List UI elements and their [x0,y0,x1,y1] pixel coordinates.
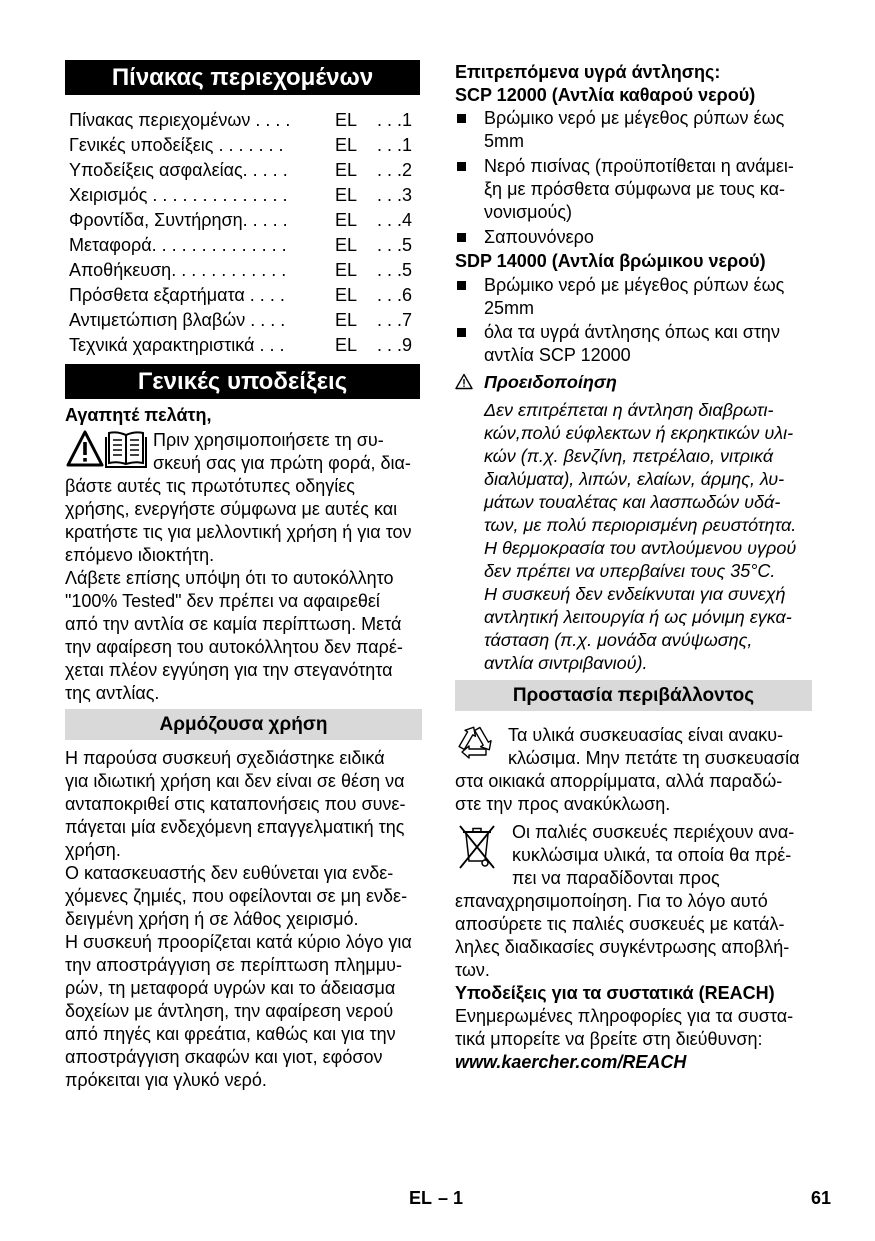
toc-title-bar: Πίνακας περιεχομένων [65,60,420,95]
disposal-text [455,821,794,982]
text-line: Η θερμοκρασία του αντλούμενου υγρού [484,537,797,558]
list-item [455,155,794,224]
toc-entry-label: Χειρισμός . . . . . . . . . . . . . . [69,185,288,205]
list-item-text [484,155,794,224]
toc-entry-label: Τεχνικά χαρακτηριστικά . . . [69,335,285,355]
text-line: Λάβετε επίσης υπόψη ότι το αυτοκόλλητο [65,567,394,588]
text-line: Τα υλικά συσκευασίας είναι ανακυ- [508,724,784,745]
scp-bullet-list [455,107,794,249]
toc-entry [69,133,412,158]
toc-entry-lang: EL [335,160,358,180]
text-line: διαλύματα), λιπών, ελαίων, άρμης, λυ- [484,468,785,489]
toc-entry-lang: EL [335,310,358,330]
text-line: χόμενες ζημιές, που οφείλονται σε μη ενδε- [65,885,408,906]
environment-title-bar: Προστασία περιβάλλοντος [455,680,812,711]
toc-entry-page: . . .4 [376,210,412,230]
permitted-liquids-heading: Επιτρεπόμενα υγρά άντλησης: [455,61,721,82]
text-line: όλα τα υγρά άντλησης όπως και στην [484,321,780,342]
toc-entry-page: . . .5 [376,260,412,280]
list-item-text [484,107,794,153]
text-line: Οι παλιές συσκευές περιέχουν ανα- [512,821,795,842]
toc-entry-lang: EL [335,135,358,155]
toc-entry [69,283,412,308]
list-item-text [484,274,784,320]
toc-entry-label: Πρόσθετα εξαρτήματα . . . . [69,285,285,305]
toc-entry-page: . . .9 [376,335,412,355]
text-line: ληλες διαδικασίες συγκέντρωσης αποβλή- [455,936,790,957]
text-line: Νερό πισίνας (προϋποτίθεται η ανάμει- [484,155,794,176]
toc-entry-label: Πίνακας περιεχομένων . . . . [69,110,291,130]
text-line: βάστε αυτές τις πρωτότυπες οδηγίες [65,475,355,496]
text-line: Η παρούσα συσκευή σχεδιάστηκε ειδικά [65,747,385,768]
text-line: αντλία SCP 12000 [484,344,631,365]
text-line: στα οικιακά απορρίμματα, αλλά παραδώ- [455,770,783,791]
text-line: χρήσης, ενεργήστε σύμφωνα με αυτές και [65,498,398,519]
table-of-contents [69,108,412,358]
sdp-heading: SDP 14000 (Αντλία βρώμικου νερού) [455,250,766,271]
warning-title: Προειδοποίηση [484,371,617,392]
text-line: επαναχρησιμοποίηση. Για το λόγο αυτό [455,890,768,911]
text-line: Η συσκευή προορίζεται κατά κύριο λόγο για [65,931,412,952]
toc-entry-lang: EL [335,185,358,205]
text-line: αποστράγγιση σκαφών και γιοτ, εφόσον [65,1046,383,1067]
text-line: των, με πολύ περιορισμένη ρευστότητα. [484,514,797,535]
toc-entry-page: . . .2 [376,160,412,180]
toc-entry-label: Αποθήκευση. . . . . . . . . . . . [69,260,287,280]
text-line: κλώσιμα. Μην πετάτε τη συσκευασία [508,747,800,768]
toc-entry-label: Μεταφορά. . . . . . . . . . . . . . [69,235,287,255]
text-line: δοχείων με άντληση, την αφαίρεση νερού [65,1000,394,1021]
text-line: την αποστράγγιση σε περίπτωση πλημμυ- [65,954,402,975]
text-line: πάγεται μία ενδεχόμενη επαγγελματική της [65,816,405,837]
text-line: μάτων τουαλέτας και λασπωδών υδά- [484,491,781,512]
toc-entry-page: . . .1 [376,110,412,130]
text-line: της αντλίας. [65,682,160,703]
text-line: 25mm [484,297,535,318]
text-line: τικά μπορείτε να βρείτε στη διεύθυνση: [455,1028,763,1049]
toc-entry [69,258,412,283]
text-line: χρήση. [65,839,121,860]
toc-entry [69,308,412,333]
toc-entry [69,183,412,208]
text-line: κών (π.χ. βενζίνη, πετρέλαιο, νιτρικά [484,445,774,466]
general-notes-text [65,429,412,705]
text-line: κών,πολύ εύφλεκτων ή εκρηκτικών υλι- [484,422,794,443]
text-line: ξη με πρόσθετα σύμφωνα με τους κα- [484,178,785,199]
text-line: επόμενο ιδιοκτήτη. [65,544,215,565]
list-item-text [484,321,784,367]
reach-heading: Υποδείξεις για τα συστατικά (REACH) [455,982,775,1003]
list-item [455,226,794,249]
warning-icon [455,373,473,390]
text-line: "100% Tested" δεν πρέπει να αφαιρεθεί [65,590,380,611]
text-line: από πηγές και φρεάτια, καθώς και για την [65,1023,396,1044]
list-item [455,107,794,153]
text-line: Ενημερωμένες πληροφορίες για τα συστα- [455,1005,794,1026]
text-line: Σαπουνόνερο [484,226,594,247]
text-line: Πριν χρησιμοποιήσετε τη συ- [153,429,384,450]
text-line: δειγμένη χρήση ή σε λάθος χειρισμό. [65,908,359,929]
toc-entry-lang: EL [335,210,358,230]
toc-entry-label: Υποδείξεις ασφαλείας. . . . . [69,160,288,180]
text-line: 5mm [484,130,524,151]
reach-text [455,1005,793,1051]
reach-link[interactable]: www.kaercher.com/REACH [455,1051,687,1072]
packaging-text [455,724,800,816]
text-line: Βρώμικο νερό με μέγεθος ρύπων έως [484,274,785,295]
footer-section-page: – 1 [438,1188,464,1208]
toc-entry-label: Αντιμετώπιση βλαβών . . . . [69,310,286,330]
text-line: χεται πλέον εγγύηση για την στεγανότητα [65,659,393,680]
bullet-square-icon [457,233,466,242]
text-line: ανταποκριθεί στις καταπονήσεις που συνε- [65,793,406,814]
toc-entry-page: . . .7 [376,310,412,330]
bullet-square-icon [457,328,466,337]
bullet-square-icon [457,162,466,171]
toc-entry-label: Γενικές υποδείξεις . . . . . . . [69,135,284,155]
text-line: Η συσκευή δεν ενδείκνυται για συνεχή [484,583,786,604]
toc-entry-lang: EL [335,335,358,355]
bullet-square-icon [457,114,466,123]
text-line: τάσταση (π.χ. μονάδα ανύψωσης, [484,629,753,650]
salutation: Αγαπητέ πελάτη, [65,405,212,425]
general-notes-title-bar: Γενικές υποδείξεις [65,364,420,399]
text-line: νονισμούς) [484,201,573,222]
list-item [455,321,784,367]
text-line: αποσύρετε τις παλιές συσκευές με κατάλ- [455,913,785,934]
toc-entry [69,108,412,133]
toc-entry [69,333,412,358]
toc-entry-page: . . .6 [376,285,412,305]
sdp-bullet-list [455,274,784,367]
intended-use-text [65,747,412,1092]
text-line: Βρώμικο νερό με μέγεθος ρύπων έως [484,107,785,128]
toc-entry [69,208,412,233]
toc-entry-page: . . .3 [376,185,412,205]
toc-entry-label: Φροντίδα, Συντήρηση. . . . . [69,210,288,230]
warning-text [484,399,796,675]
text-line: στε την προς ανακύκλωση. [455,793,671,814]
toc-entry-lang: EL [335,110,358,130]
text-line: από την αντλία σε καμία περίπτωση. Μετά [65,613,402,634]
text-line: σκευή σας για πρώτη φορά, δια- [153,452,411,473]
text-line: ρών, τη μεταφορά υγρών και το άδειασμα [65,977,396,998]
text-line: πρόκειται για γλυκό νερό. [65,1069,267,1090]
toc-entry-lang: EL [335,235,358,255]
list-item-text [484,226,794,249]
toc-entry [69,233,412,258]
text-line: αντλητική λειτουργία ή ως μόνιμη εγκα- [484,606,792,627]
page-number: 61 [811,1188,832,1208]
list-item [455,274,784,320]
text-line: αντλία σιντριβανιού). [484,652,648,673]
footer-language: EL [409,1188,433,1208]
text-line: των. [455,959,490,980]
text-line: Ο κατασκευαστής δεν ευθύνεται για ενδε- [65,862,394,883]
toc-entry-page: . . .5 [376,235,412,255]
text-line: κυκλώσιμα υλικά, τα οποία θα πρέ- [512,844,792,865]
toc-entry-lang: EL [335,285,358,305]
text-line: κρατήστε τις για μελλοντική χρήση ή για τον [65,521,412,542]
text-line: την αφαίρεση του αυτοκόλλητου δεν παρέ- [65,636,403,657]
scp-heading: SCP 12000 (Αντλία καθαρού νερού) [455,84,756,105]
text-line: δεν πρέπει να υπερβαίνει τους 35°C. [484,560,776,581]
text-line: πει να παραδίδονται προς [512,867,720,888]
bullet-square-icon [457,281,466,290]
text-line: για ιδιωτική χρήση και δεν είναι σε θέση να [65,770,405,791]
text-line: Δεν επιτρέπεται η άντληση διαβρωτι- [484,399,774,420]
toc-entry [69,158,412,183]
intended-use-title-bar: Αρμόζουσα χρήση [65,709,422,740]
toc-entry-page: . . .1 [376,135,412,155]
toc-entry-lang: EL [335,260,358,280]
